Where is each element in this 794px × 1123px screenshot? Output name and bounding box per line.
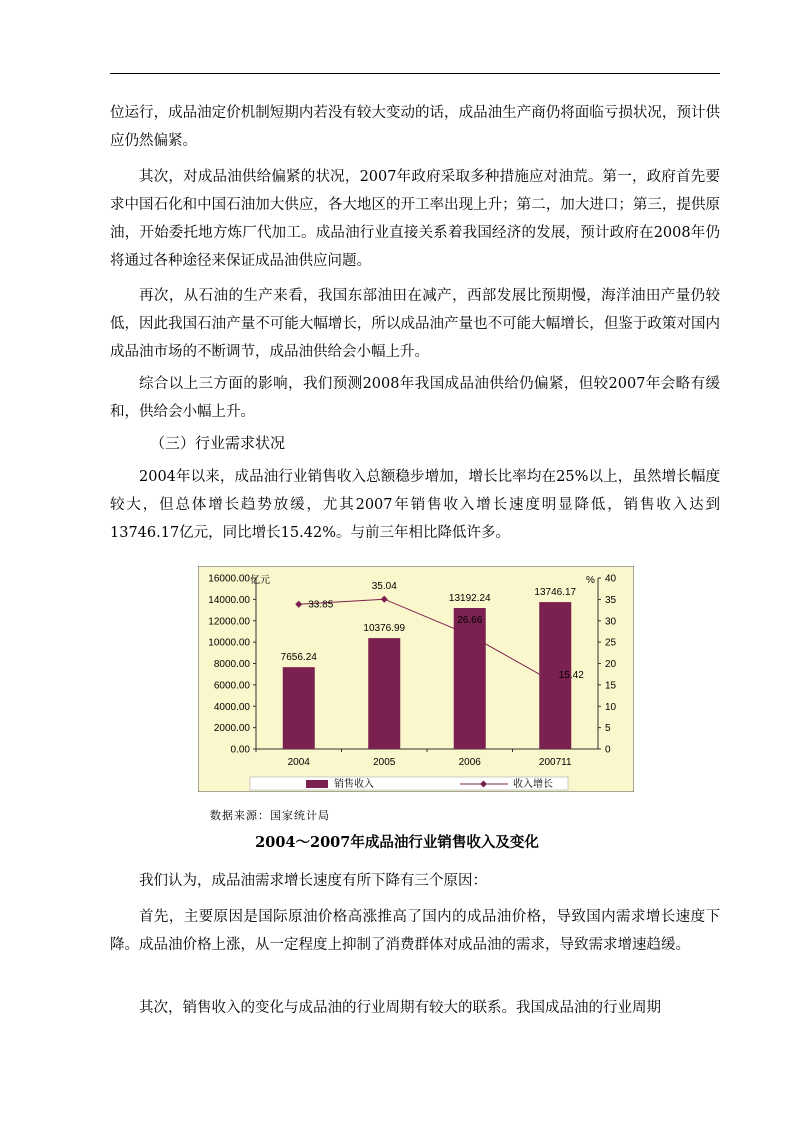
line-data-label: 33.85 [308, 599, 334, 611]
legend-bar-label: 销售收入 [334, 779, 374, 790]
y-right-tick-label: 5 [605, 723, 611, 735]
line-data-label: 15.42 [558, 670, 584, 682]
bar [283, 667, 315, 749]
y-right-tick-label: 30 [605, 616, 617, 628]
paragraph-2: 其次，对成品油供给偏紧的状况，2007年政府采取多种措施应对油荒。第一，政府首先要求中国石化和中国石油加大供应，各大地区的开工率出现上升；第二，加大进口；第三，提供原油，开始委托地方炼厂代加工。成品油行业直接关系着我国经济的发展，预计政府在2008年仍将通过各种途径来保证成品油供应问题。 [110, 169, 720, 269]
bar-data-label: 13192.24 [448, 593, 491, 605]
paragraph-5: 我们认为，成品油需求增长速度有所下降有三个原因： [139, 873, 487, 889]
y-right-tick-label: 10 [605, 701, 617, 713]
paragraph-6: 首先，主要原因是国际原油价格高涨推高了国内的成品油价格，导致国内需求增长速度下降。成品油价格上涨，从一定程度上抑制了消费群体对成品油的需求，导致需求增速趋缓。 [110, 909, 720, 953]
y-right-tick-label: 35 [605, 594, 617, 606]
line-data-label: 35.04 [371, 581, 397, 593]
y-right-unit: % [586, 575, 595, 586]
paragraph-7: 其次，销售收入的变化与成品油的行业周期有较大的联系。我国成品油的行业周期 [139, 1000, 661, 1016]
section-heading: （三）行业需求状况 [150, 434, 286, 452]
x-tick-label: 2006 [458, 757, 481, 768]
bar-data-label: 10376.99 [363, 623, 406, 635]
x-tick-label: 2004 [287, 757, 310, 768]
x-tick-label: 200711 [538, 757, 572, 768]
header-rule [110, 73, 720, 74]
y-left-tick-label: 2000.00 [213, 723, 250, 735]
chart-caption: 2004～2007年成品油行业销售收入及变化 [255, 834, 539, 851]
y-left-tick-label: 4000.00 [213, 701, 250, 713]
paragraph-3: 再次，从石油的生产来看，我国东部油田在减产，西部发展比预期慢，海洋油田产量仍较低，因此我国石油产量不可能大幅增长，所以成品油产量也不可能大幅增长，但鉴于政策对国内成品油市场的不断调节，成品油供给会小幅上升。 [110, 288, 720, 360]
paragraph-1: 位运行，成品油定价机制短期内若没有较大变动的话，成品油生产商仍将面临亏损状况，预计供应仍然偏紧。 [110, 105, 720, 149]
y-left-tick-label: 10000.00 [208, 637, 250, 649]
y-right-tick-label: 20 [605, 659, 617, 670]
legend-bar-swatch [306, 780, 328, 788]
y-left-tick-label: 12000.00 [208, 616, 250, 628]
y-right-tick-label: 25 [605, 637, 617, 649]
x-tick-label: 2005 [373, 757, 396, 768]
line-data-label: 26.66 [457, 615, 483, 627]
y-right-tick-label: 0 [605, 744, 611, 756]
y-left-tick-label: 16000.00 [208, 573, 250, 585]
paragraph-demand: 2004年以来，成品油行业销售收入总额稳步增加，增长比率均在25%以上，虽然增长幅度较大，但总体增长趋势放缓，尤其2007年销售收入增长速度明显降低，销售收入达到13746.17亿元，同比增长15.42%。与前三年相比降低许多。 [110, 469, 720, 541]
bar-data-label: 13746.17 [534, 587, 577, 599]
y-right-tick-label: 40 [605, 573, 617, 585]
legend-line-label: 收入增长 [513, 779, 553, 790]
y-left-tick-label: 0.00 [230, 744, 250, 756]
y-left-tick-label: 14000.00 [208, 594, 250, 606]
y-left-tick-label: 8000.00 [213, 659, 250, 670]
bar [368, 638, 400, 749]
bar [454, 608, 486, 749]
bar-data-label: 7656.24 [280, 652, 317, 664]
revenue-chart [198, 566, 634, 792]
chart-legend [250, 777, 568, 790]
source-note: 数据来源：国家统计局 [210, 809, 330, 822]
y-left-tick-label: 6000.00 [213, 680, 250, 692]
y-left-unit: 亿元 [250, 575, 270, 586]
paragraph-4: 综合以上三方面的影响，我们预测2008年我国成品油供给仍偏紧，但较2007年会略有缓和，供给会小幅上升。 [110, 376, 720, 420]
y-right-tick-label: 15 [605, 680, 617, 692]
